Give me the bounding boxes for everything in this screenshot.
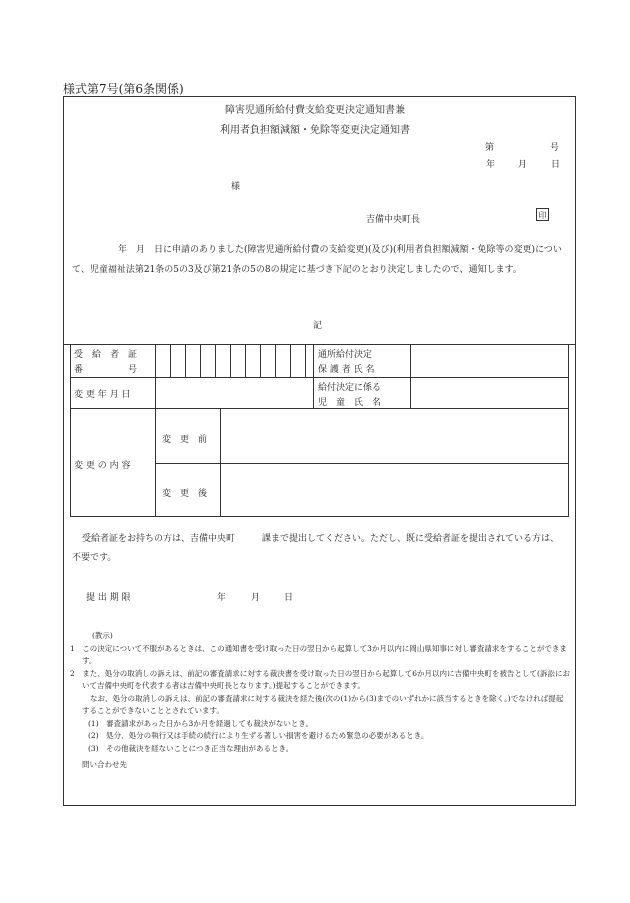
notes-item-2b: なお、処分の取消しの訴えは、前記の審査請求に対する裁決を経た後(次の(1)から(3)までのいずれかに該当するときを除く。)でなければ提起することができないこととされています。 xyxy=(82,693,564,715)
date-year: 年 xyxy=(486,160,496,170)
contact-label: 問い合わせ先 xyxy=(82,760,127,769)
notes-sub-3: (3) その他裁決を経ないことにつき正当な理由があるとき。 xyxy=(88,743,294,753)
notes-heading: (教示) xyxy=(92,631,113,640)
date-day: 日 xyxy=(551,160,561,170)
deadline-day: 日 xyxy=(284,593,294,603)
title-line-1: 障害児通所給付費支給変更決定通知書兼 xyxy=(225,105,405,116)
recipient-no-label-1: 受 給 者 証 xyxy=(74,350,138,360)
notes-sub-1: (1) 審査請求があった日から3か月を経過しても裁決がないとき。 xyxy=(88,718,314,728)
title-line-2: 利用者負担額減額・免除等変更決定通知書 xyxy=(220,125,410,136)
recipient-no-label-2: 番 号 xyxy=(74,365,138,375)
number-dai: 第 xyxy=(485,143,495,153)
notes-item-1: 1 この決定について不服があるときは、この通知書を受け取った日の翌日から起算して3か月以内に岡山県知事に対し審査請求をすることができます。 xyxy=(70,643,567,665)
form-label: 様式第7号(第6条関係) xyxy=(63,82,184,96)
body-paragraph: 年 月 日に申請のありました(障害児通所給付費の支給変更)(及び)(利用者負担額減額・免除等の変更)について、児童福祉法第21条の5の3及び第21条の5の8の規定に基づき下記のとおり決定しましたので、通知します。 xyxy=(72,245,562,275)
instruction-notes xyxy=(72,630,570,772)
before-label: 変 更 前 xyxy=(162,435,208,445)
notice-paragraph: 受給者証をお持ちの方は、吉備中央町 課まで提出してください。ただし、既に受給者証を提出されている方は、不要です。 xyxy=(72,534,560,563)
change-content-label: 変 更 の 内 容 xyxy=(74,461,131,471)
deadline-year: 年 xyxy=(217,593,227,603)
child-label-2: 児 童 氏 名 xyxy=(318,398,382,408)
number-go: 号 xyxy=(550,143,560,153)
deadline-month: 月 xyxy=(251,593,261,603)
seal-mark: 印 xyxy=(536,208,549,221)
change-date-label: 変 更 年 月 日 xyxy=(74,390,131,400)
notes-sub-2: (2) 処分、処分の執行又は手続の続行により生ずる著しい損害を避けるため緊急の必要があるとき。 xyxy=(88,731,429,740)
date-month: 月 xyxy=(518,160,528,170)
notes-item-2: 2 また、処分の取消しの訴えは、前記の審査請求に対する裁決書を受け取った日の翌日から起算して6か月以内に吉備中央町を被告として(訴訟において吉備中央町を代表する者は吉備中央町長となります。)提起することができます。 xyxy=(70,668,570,690)
addressee-suffix: 様 xyxy=(231,182,241,192)
ki-heading: 記 xyxy=(313,321,323,331)
guardian-label-1: 通所給付決定 xyxy=(318,350,373,360)
child-label-1: 給付決定に係る xyxy=(318,383,382,393)
guardian-label-2: 保 護 者 氏 名 xyxy=(318,365,375,375)
deadline-label: 提 出 期 限 xyxy=(86,593,131,603)
issuer: 吉備中央町長 xyxy=(366,215,421,225)
after-label: 変 更 後 xyxy=(162,489,208,499)
